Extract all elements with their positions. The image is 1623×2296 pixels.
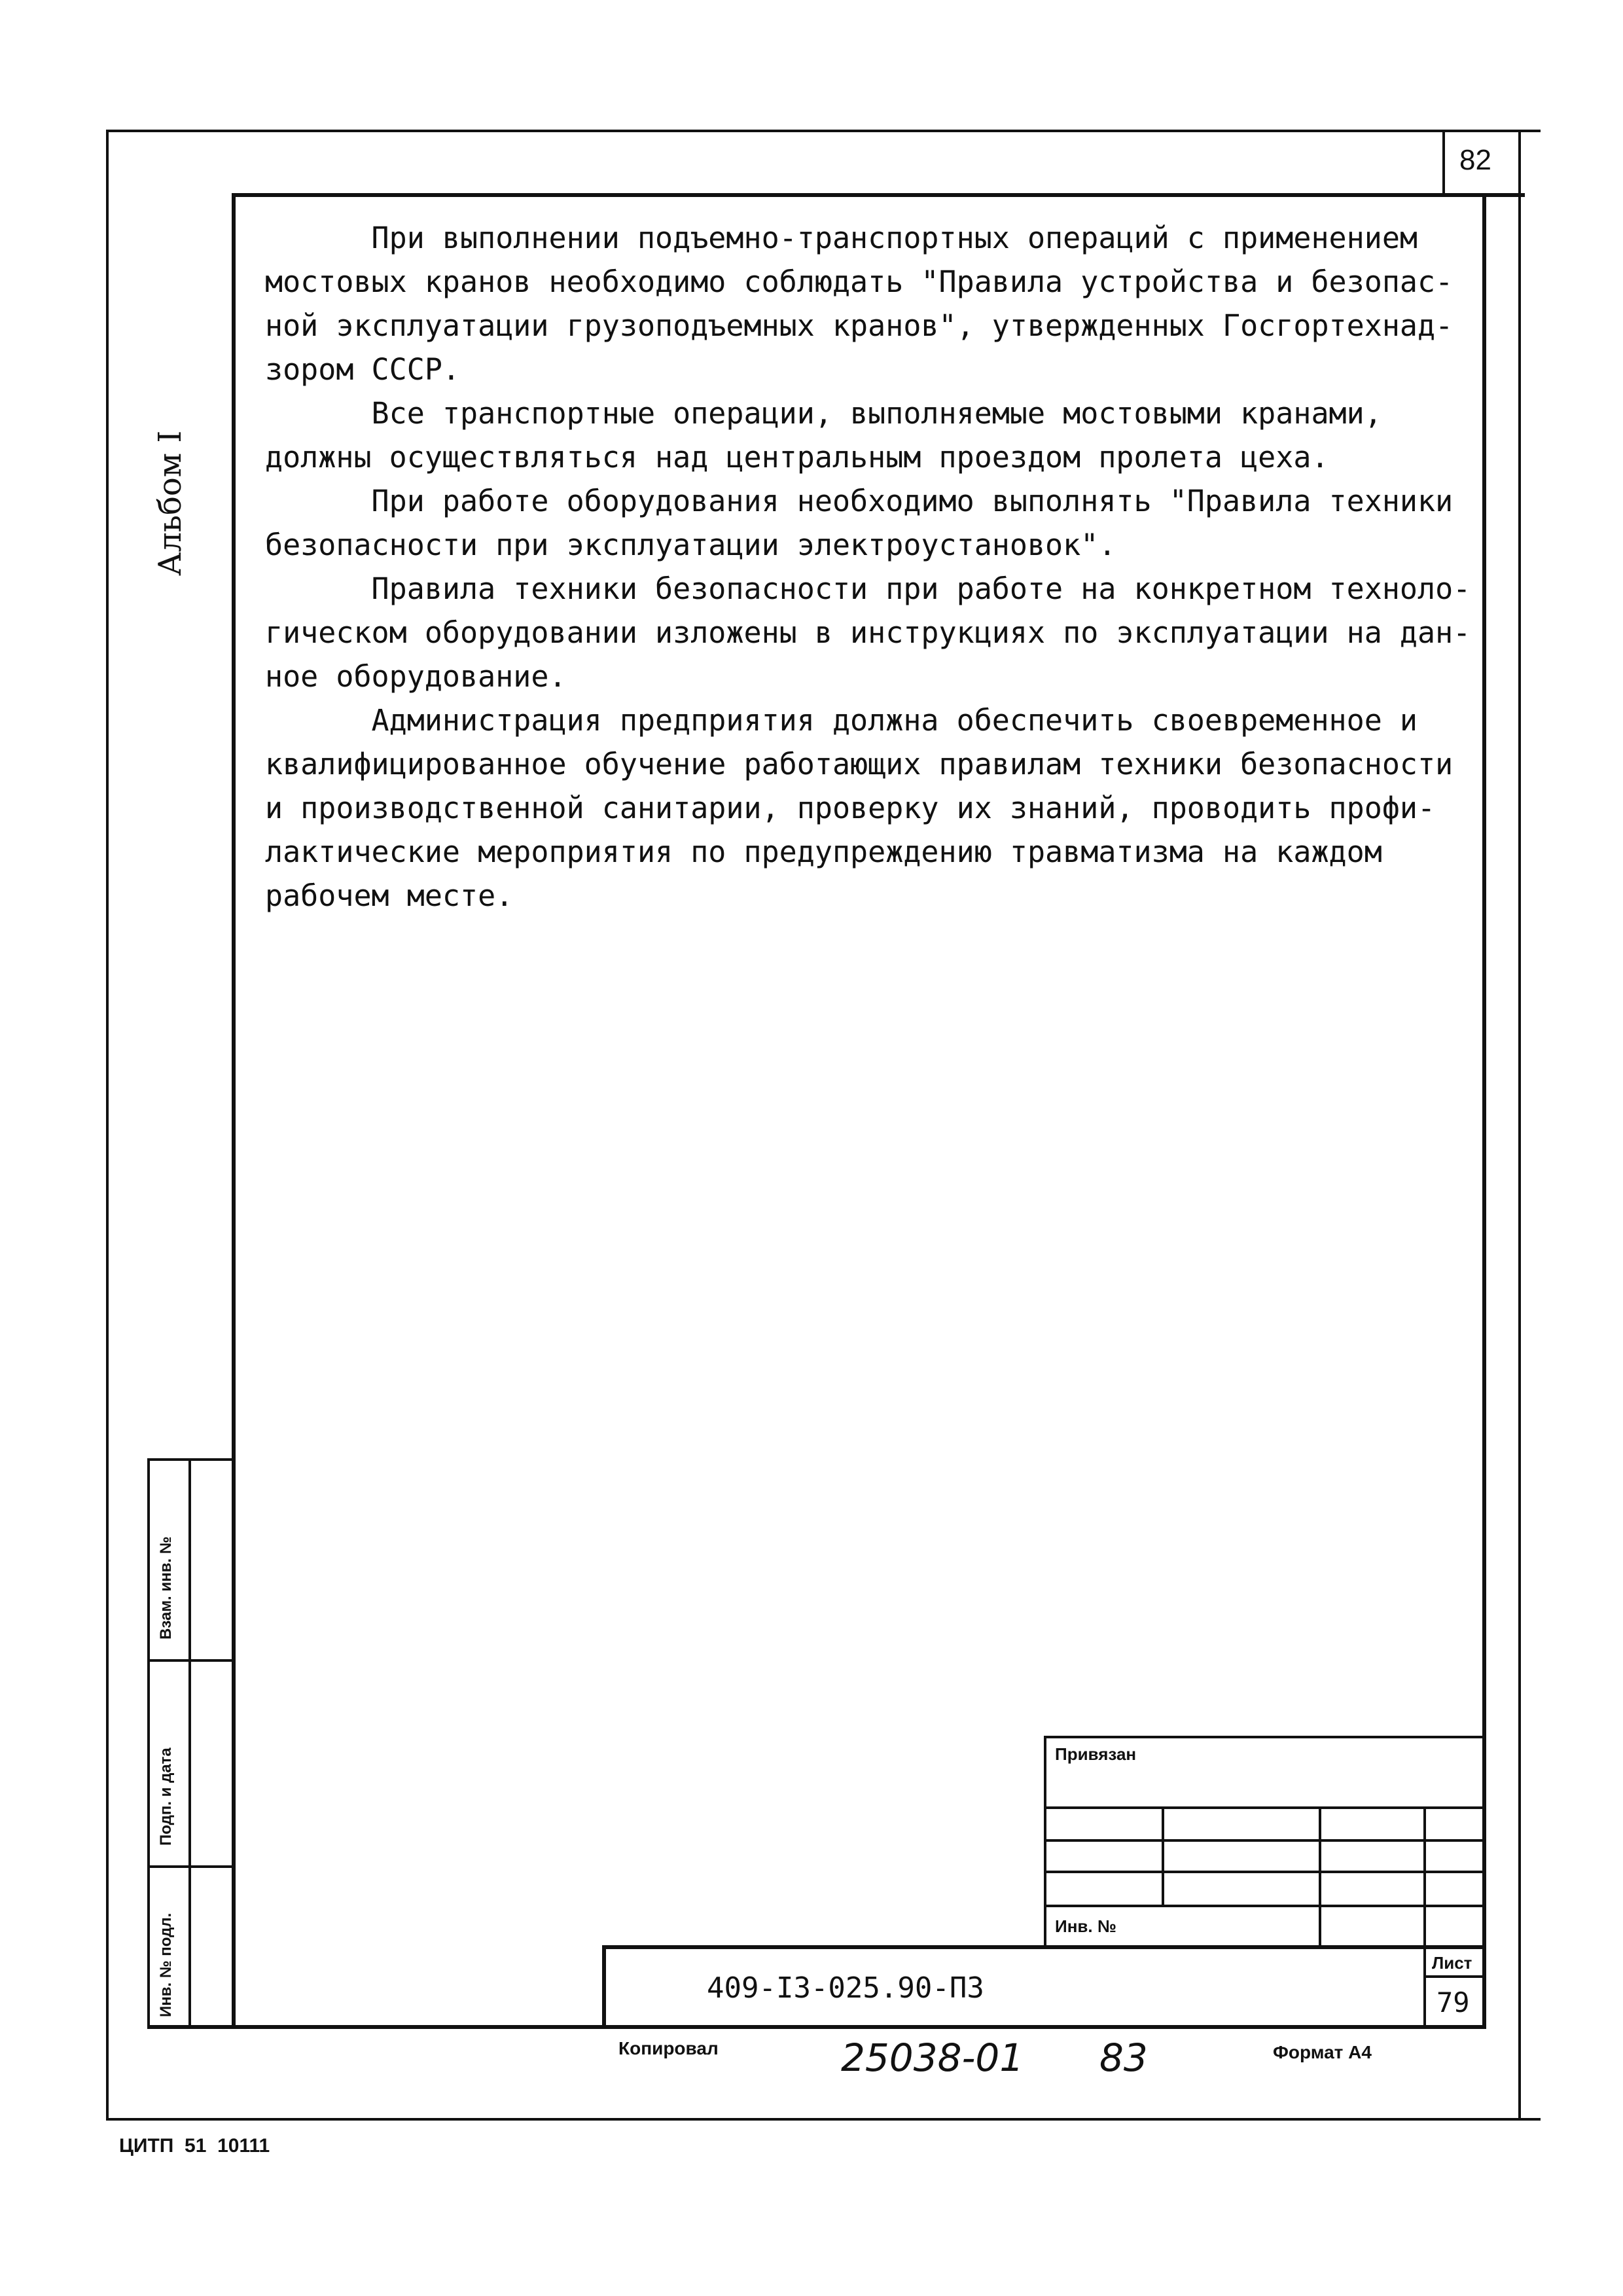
vzam-inv-label: Взам. инв. № [157,1536,175,1640]
sheet-cell-left [1423,1945,1426,2027]
inner-frame-bottom [147,2025,1486,2029]
page-number: 82 [1459,144,1491,176]
text-line: Правила техники безопасности при работе на конкретном техноло- [265,571,1471,606]
strip-left-edge [147,1458,150,2028]
paragraph-4 [265,567,1469,698]
text-line: зором СССР. [265,352,461,387]
tb-row-4 [1044,1905,1484,1907]
strip-mid-edge [188,1458,191,2028]
inner-frame-right [1482,193,1486,2029]
paragraph-2 [265,391,1469,479]
code-strip-top [602,1945,1486,1949]
sheet-label: Лист [1432,1953,1472,1973]
text-line: мостовых кранов необходимо соблюдать "Правила устройства и безопас- [265,264,1454,299]
handwritten-page: 83 [1099,2036,1148,2080]
text-line: рабочем месте. [265,878,514,913]
inv-no-label: Инв. № [1055,1916,1116,1936]
kopiroval-label: Копировал [618,2038,719,2058]
paragraph-5 [265,698,1469,918]
tb-row-1 [1044,1806,1484,1809]
body-text [265,216,1469,918]
podp-data-label: Подп. и дата [157,1748,175,1846]
text-line: Администрация предприятия должна обеспечить своевременное и [265,703,1418,738]
text-line: и производственной санитарии, проверку их знаний, проводить профи- [265,791,1436,825]
page-number-box [1442,130,1518,193]
sheet-number: 79 [1436,1986,1470,2018]
code-strip-left [602,1945,606,2027]
strip-top [147,1458,234,1461]
text-line: гическом оборудовании изложены в инструкциях по эксплуатации на дан- [265,615,1471,650]
outer-frame-right [1518,130,1521,2121]
inner-frame-top [236,193,1525,197]
handwritten-number: 25038-01 [841,2036,1024,2080]
tb-col-1 [1162,1806,1164,1905]
text-line: квалифицированное обучение работающих правилам техники безопасности [265,747,1454,781]
tb-top [1044,1736,1484,1738]
privyazan-label: Привязан [1055,1744,1137,1764]
strip-div-1 [147,1659,234,1662]
tb-row-2 [1044,1839,1484,1842]
text-line: ной эксплуатации грузоподъемных кранов", утвержденных Госгортехнад- [265,308,1454,343]
text-line: Все транспортные операции, выполняемые мостовыми кранами, [265,396,1382,431]
sheet-cell-divider [1423,1975,1484,1978]
album-label: Альбом I [152,430,188,576]
text-line: При выполнении подъемно-транспортных операций с применением [265,221,1418,255]
outer-frame-left [106,130,109,2121]
strip-div-2 [147,1865,234,1868]
inv-podl-label: Инв. № подл. [157,1912,175,2017]
printer-code: ЦИТП 51 10111 [119,2135,270,2157]
outer-frame-top [106,130,1541,132]
text-line: должны осуществляться над центральным проездом пролета цеха. [265,440,1329,475]
inner-frame-left [232,193,236,2029]
text-line: ное оборудование. [265,659,567,694]
text-line: лактические мероприятия по предупреждению травматизма на каждом [265,834,1382,869]
text-line: безопасности при эксплуатации электроустановок". [265,528,1116,562]
tb-row-3 [1044,1871,1484,1873]
paragraph-3 [265,479,1469,567]
tb-col-2 [1319,1806,1321,1947]
document-code: 409-I3-025.90-ПЗ [707,1971,984,2005]
tb-col-3 [1423,1806,1426,1947]
paragraph-1 [265,216,1469,391]
text-line: При работе оборудования необходимо выполнять "Правила техники [265,484,1454,518]
outer-frame-bottom [106,2118,1541,2121]
format-label: Формат А4 [1273,2042,1372,2062]
